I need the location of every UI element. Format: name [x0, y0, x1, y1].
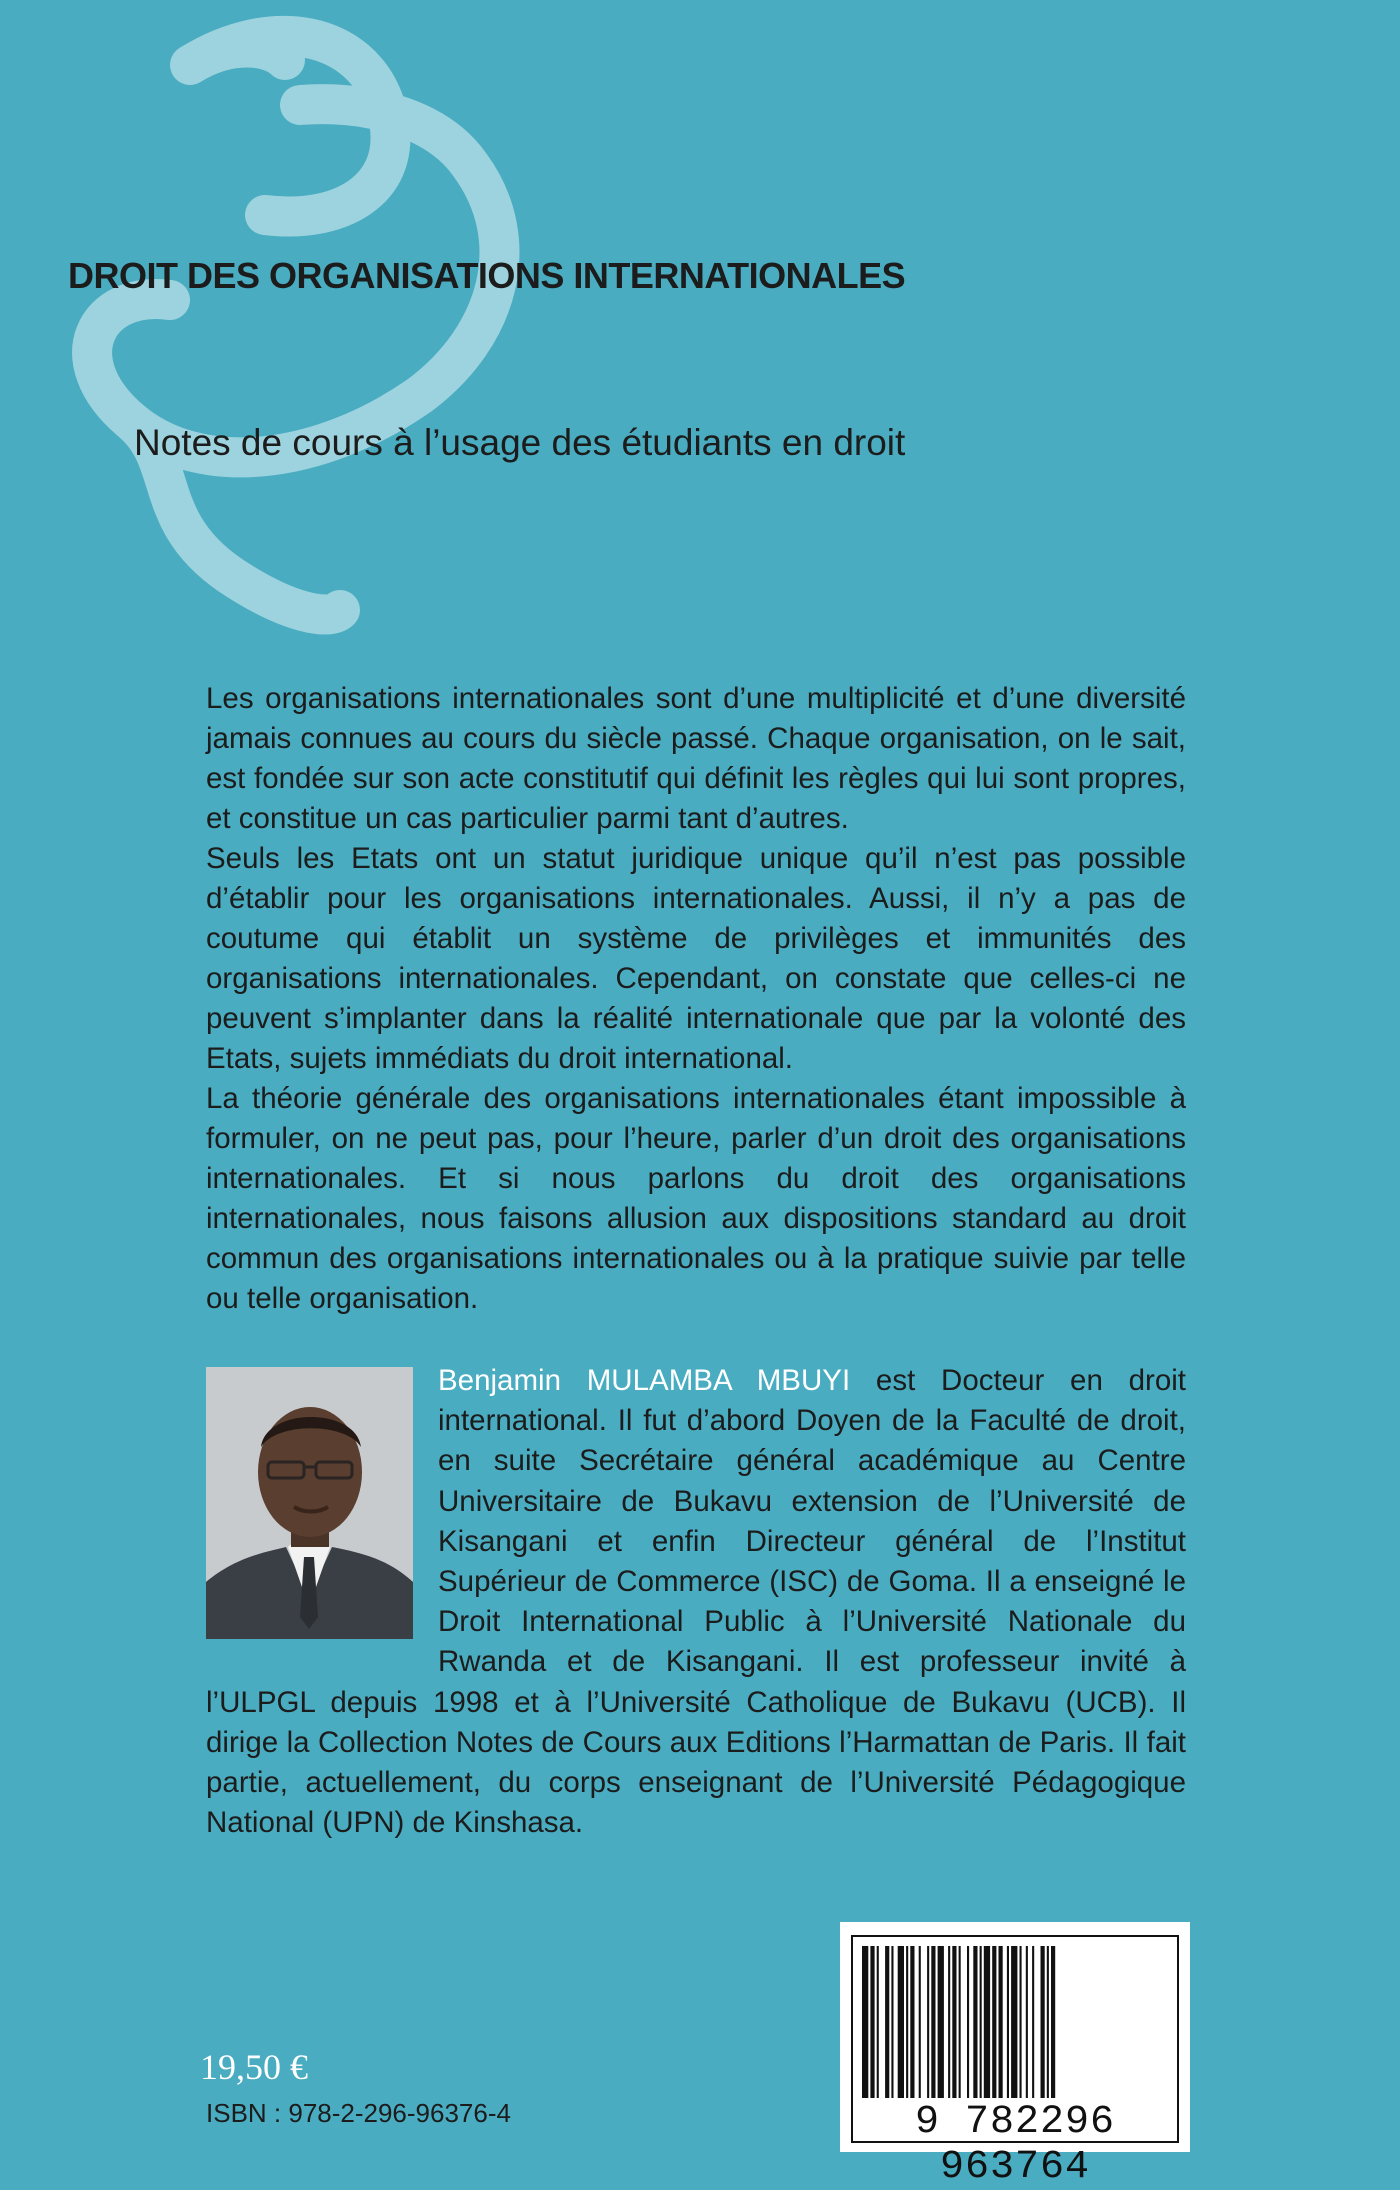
- barcode-bar: [938, 1946, 944, 2098]
- barcode-bar: [1051, 1946, 1055, 2098]
- summary-text: [206, 679, 1186, 1319]
- barcode-bar: [906, 1946, 908, 2098]
- author-last-name: MULAMBA MBUYI: [586, 1364, 851, 1397]
- book-title: DROIT DES ORGANISATIONS INTERNATIONALES: [68, 255, 906, 296]
- barcode-bar: [1011, 1946, 1017, 2098]
- barcode-bar: [980, 1946, 982, 2098]
- barcode-bar: [919, 1946, 921, 2098]
- author-bio-text: est Docteur en droit international. Il fut d’abord Doyen de la Faculté de droit, en suite Secrétaire général académique au Centre Universitaire de Bukavu extension de l’Université de Kisangani et enfin Directeur général de l’Institut Supérieur de Commerce (ISC) de Goma. Il a enseigné le Droit International Public à l’Université Nationale du Rwanda et de Kisangani. Il est professeur invité à l’ULPGL depuis 1998 et à l’Université Catholique de Bukavu (UCB). Il dirige la Collection Notes de Cours aux Editions l’Harmattan de Paris. Il fait partie, actuellement, du corps enseignant de l’Université Pédagogique National (UPN) de Kinshasa.: [206, 1364, 1186, 1840]
- barcode-bar: [931, 1946, 935, 2098]
- barcode-number: 9 782296 963764: [914, 2100, 1116, 2190]
- barcode-bar: [877, 1946, 879, 2098]
- summary-paragraph: Seuls les Etats ont un statut juridique unique qu’il n’est pas possible d’établir pour les organisations internationales. Aussi, il n’y a pas de coutume qui établit un système de privilèges et immunités des organisations internationales. Cependant, on constate que celles-ci ne peuvent s’implanter dans la réalité internationale que par la volonté des Etats, sujets immédiats du droit international.: [206, 842, 1186, 1075]
- ornament-stroke: [130, 36, 499, 458]
- barcode-bar: [999, 1946, 1003, 2098]
- author-name: [438, 1364, 850, 1397]
- summary-paragraph: Les organisations internationales sont d’une multiplicité et d’une diversité jamais connues au cours du siècle passé. Chaque organisation, on le sait, est fondée sur son acte constitutif qui définit les règles qui lui sont propres, et constitue un cas particulier parmi tant d’autres.: [206, 682, 1186, 835]
- barcode-bar: [984, 1946, 990, 2098]
- price: 19,50 €: [200, 2047, 308, 2087]
- barcode-bar: [1020, 1946, 1022, 2098]
- barcode-bar: [952, 1946, 956, 2098]
- author-biography: [206, 1361, 1186, 1843]
- book-subtitle: Notes de cours à l’usage des étudiants en droit: [134, 422, 906, 463]
- barcode-bar: [1032, 1946, 1034, 2098]
- barcode-bar: [898, 1946, 904, 2098]
- author-first-name: Benjamin: [438, 1364, 561, 1397]
- summary-paragraph: La théorie générale des organisations internationales étant impossible à formuler, on ne peut pas, pour l’heure, parler d’un droit des organisations internationales. Et si nous parlons du droit des organisations internationales, nous faisons allusion aux dispositions standard au droit commun des organisations internationales ou à la pratique suivie par telle ou telle organisation.: [206, 1082, 1186, 1315]
- barcode-bar: [910, 1946, 914, 2098]
- barcode-bar: [967, 1946, 969, 2098]
- barcode-bar: [948, 1946, 950, 2098]
- barcode: [840, 1922, 1190, 2190]
- barcode-bar: [927, 1946, 929, 2098]
- barcode-bar: [891, 1946, 893, 2098]
- barcode-bar: [1007, 1946, 1009, 2098]
- barcode-bar: [992, 1946, 996, 2098]
- decorative-s-curve-icon: [0, 0, 700, 700]
- barcode-bar: [862, 1946, 868, 2098]
- barcode-bar: [973, 1946, 977, 2098]
- barcode-bar: [885, 1946, 889, 2098]
- barcode-bar: [1041, 1946, 1045, 2098]
- isbn: ISBN : 978-2-296-96376-4: [206, 2098, 511, 2128]
- barcode-bar: [959, 1946, 961, 2098]
- barcode-bar: [870, 1946, 874, 2098]
- barcode-bar: [1047, 1946, 1049, 2098]
- photo-spacer: [206, 1361, 438, 1643]
- barcode-bar: [1026, 1946, 1028, 2098]
